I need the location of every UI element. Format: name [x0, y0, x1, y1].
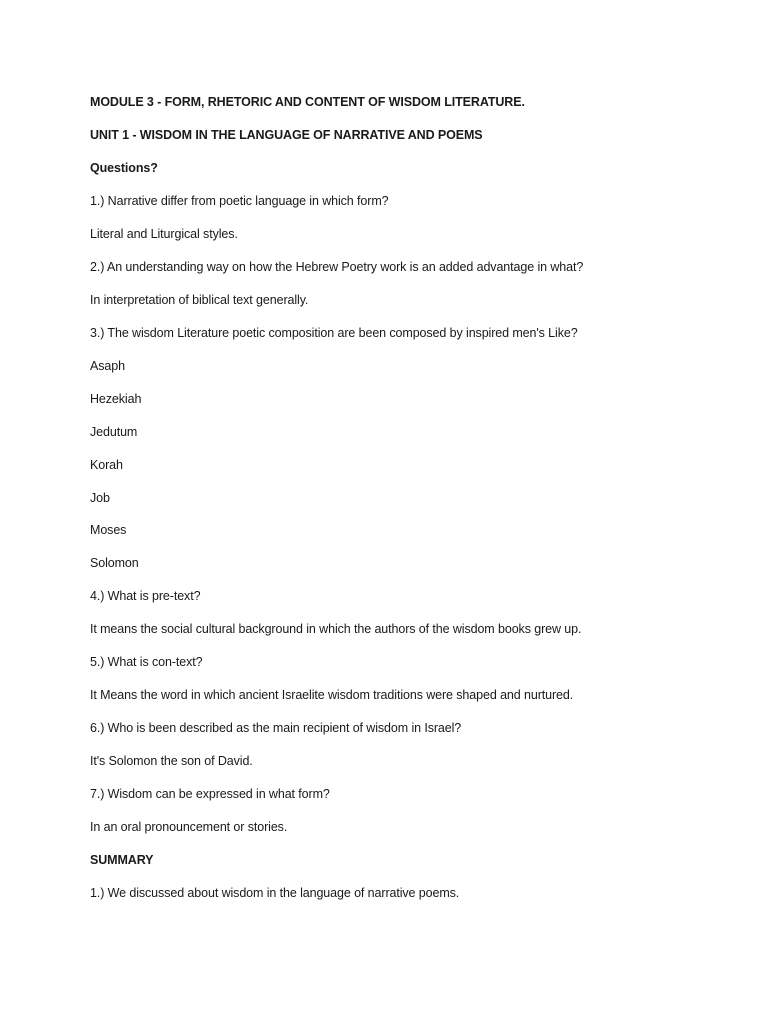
answer-7: In an oral pronouncement or stories.: [90, 820, 288, 834]
unit-title: UNIT 1 - WISDOM IN THE LANGUAGE OF NARRATIVE AND POEMS: [90, 128, 483, 142]
summary-heading: SUMMARY: [90, 853, 154, 867]
question-5: 5.) What is con-text?: [90, 655, 203, 669]
answer-4: It means the social cultural background in which the authors of the wisdom books grew up.: [90, 622, 582, 636]
questions-heading: Questions?: [90, 161, 158, 175]
answer-6: It's Solomon the son of David.: [90, 754, 253, 768]
answer-3-name: Moses: [90, 523, 127, 537]
question-6: 6.) Who is been described as the main recipient of wisdom in Israel?: [90, 721, 462, 735]
question-1: 1.) Narrative differ from poetic language in which form?: [90, 194, 389, 208]
answer-3-name: Job: [90, 491, 110, 505]
answer-3-name: Asaph: [90, 359, 125, 373]
answer-3-name: Hezekiah: [90, 392, 142, 406]
question-7: 7.) Wisdom can be expressed in what form?: [90, 787, 330, 801]
answer-3-name: Korah: [90, 458, 123, 472]
question-4: 4.) What is pre-text?: [90, 589, 201, 603]
module-title: MODULE 3 - FORM, RHETORIC AND CONTENT OF WISDOM LITERATURE.: [90, 95, 525, 109]
question-3: 3.) The wisdom Literature poetic composition are been composed by inspired men's Like?: [90, 326, 578, 340]
answer-3-name: Jedutum: [90, 425, 138, 439]
question-2: 2.) An understanding way on how the Hebrew Poetry work is an added advantage in what?: [90, 260, 584, 274]
answer-2: In interpretation of biblical text generally.: [90, 293, 309, 307]
answer-3-name: Solomon: [90, 556, 139, 570]
answer-5: It Means the word in which ancient Israelite wisdom traditions were shaped and nurtured.: [90, 688, 574, 702]
summary-item-1: 1.) We discussed about wisdom in the language of narrative poems.: [90, 886, 460, 900]
answer-1: Literal and Liturgical styles.: [90, 227, 238, 241]
